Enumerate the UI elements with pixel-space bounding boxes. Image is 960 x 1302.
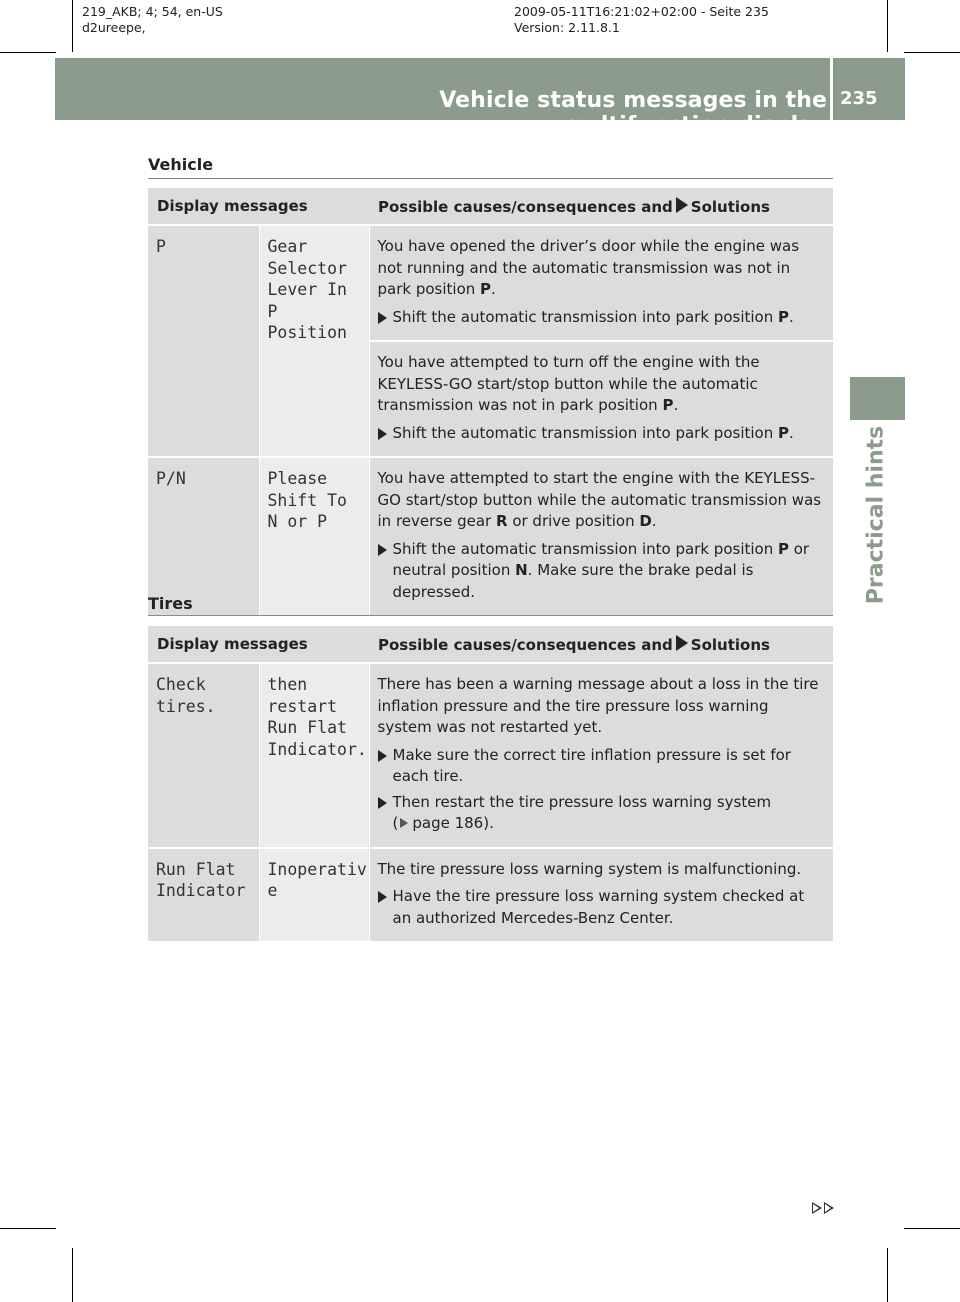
header-solutions-label: Solutions	[690, 197, 770, 216]
crop-mark	[72, 0, 73, 52]
step-text: Shift the automatic transmission into park position	[392, 307, 778, 326]
header-divider	[830, 58, 833, 120]
cause-text-bold: P	[662, 396, 674, 414]
page-number: 235	[840, 88, 878, 109]
crop-mark	[904, 1228, 960, 1229]
step-text: Shift the automatic transmission into park position	[392, 423, 778, 442]
side-tab-label: Practical hints	[863, 425, 889, 605]
arrow-right-icon	[378, 797, 387, 809]
solution-step	[378, 745, 826, 788]
step-text: .	[788, 307, 794, 326]
display-symbol: Check tires.	[148, 663, 259, 848]
header-display-messages: Display messages	[148, 626, 369, 663]
print-meta-line: 219_AKB; 4; 54, en-US	[82, 4, 223, 19]
cause-cell	[369, 341, 833, 457]
cause-cell	[369, 457, 833, 616]
table-row	[148, 457, 833, 616]
cause-text	[378, 468, 826, 533]
step-text: .	[788, 423, 794, 442]
step-text-bold: P	[777, 423, 789, 442]
print-meta-line: d2ureepe,	[82, 20, 146, 35]
display-symbol: P/N	[148, 457, 259, 616]
cause-text	[378, 352, 826, 417]
display-symbol: P	[148, 225, 259, 457]
cause-cell	[369, 848, 833, 943]
cause-text-part: You have attempted to turn off the engine with the KEYLESS-GO start/stop button while the automatic transmission was not in park position	[377, 353, 760, 414]
cause-cell	[369, 225, 833, 341]
step-text: . Make sure the brake pedal is depressed.	[392, 561, 754, 601]
arrow-right-icon	[378, 750, 387, 762]
cause-text	[378, 236, 826, 301]
section-title-tires: Tires	[148, 594, 193, 613]
page-ref-paren: (	[392, 814, 399, 832]
tires-table	[148, 626, 833, 943]
section-rule	[148, 178, 833, 179]
page-title: Vehicle status messages in the multifunction display	[439, 88, 827, 138]
triangle-right-icon	[400, 818, 408, 828]
display-message: Please Shift To N or P	[259, 457, 369, 616]
display-message: Inoperativ e	[259, 848, 369, 943]
arrow-right-icon	[676, 197, 688, 213]
crop-mark	[0, 1228, 56, 1229]
display-message: then restart Run Flat Indicator.	[259, 663, 369, 848]
table-row	[148, 848, 833, 943]
print-meta-left	[82, 4, 223, 36]
table-row	[148, 225, 833, 341]
cause-text-part: .	[491, 280, 496, 298]
cause-text-part: or drive position	[507, 512, 640, 530]
display-symbol: Run Flat Indicator	[148, 848, 259, 943]
arrow-right-icon	[378, 544, 387, 556]
step-text: Then restart the tire pressure loss warning system	[392, 792, 772, 811]
cause-cell	[369, 663, 833, 848]
print-meta-line: 2009-05-11T16:21:02+02:00 - Seite 235	[514, 4, 769, 19]
print-meta-right	[514, 4, 769, 36]
crop-mark	[887, 1248, 888, 1302]
table-header-row	[148, 188, 833, 225]
solution-step	[378, 423, 826, 445]
step-text: or neutral position	[392, 539, 810, 579]
crop-mark	[904, 52, 960, 53]
header-causes-label: Possible causes/consequences and	[378, 197, 673, 216]
header-causes	[369, 188, 833, 225]
table-row	[148, 663, 833, 848]
page-reference[interactable]: page 186).	[412, 814, 494, 832]
cause-text-part: .	[651, 512, 657, 530]
crop-mark	[0, 52, 56, 53]
display-message: Gear Selector Lever In P Position	[259, 225, 369, 457]
continue-arrow	[812, 1202, 822, 1214]
section-rule	[148, 615, 833, 616]
step-text-bold: P	[777, 307, 789, 326]
step-text: Shift the automatic transmission into park position	[392, 539, 778, 558]
cause-text: The tire pressure loss warning system is malfunctioning.	[377, 859, 802, 878]
header-causes	[369, 626, 833, 663]
header-solutions-label: Solutions	[690, 635, 770, 654]
cause-text-part: You have attempted to start the engine with the KEYLESS-GO start/stop button while the automatic transmission was in reverse gear	[377, 469, 822, 530]
header-display-messages: Display messages	[148, 188, 369, 225]
crop-mark	[72, 1248, 73, 1302]
arrow-right-icon	[378, 891, 387, 903]
solution-step	[378, 792, 826, 835]
cause-text-part: You have opened the driver’s door while the engine was not running and the automatic transmission was not in park position	[377, 237, 800, 298]
cause-text-bold: D	[639, 512, 652, 530]
print-meta-line: Version: 2.11.8.1	[514, 20, 620, 35]
crop-mark	[887, 0, 888, 52]
vehicle-table	[148, 188, 833, 617]
header-causes-label: Possible causes/consequences and	[378, 635, 673, 654]
solution-step	[378, 886, 826, 929]
arrow-right-icon	[676, 635, 688, 651]
double-arrow-continue-icon	[812, 1202, 840, 1216]
step-text-bold: N	[515, 561, 528, 579]
cause-text-bold: P	[480, 280, 492, 298]
solution-step	[378, 307, 826, 329]
solution-step	[378, 539, 826, 604]
cause-text-part: .	[673, 396, 679, 414]
side-tab-marker	[850, 377, 905, 420]
section-title-vehicle: Vehicle	[148, 155, 214, 174]
cause-text: There has been a warning message about a loss in the tire inflation pressure and the tire pressure loss warning system was not restarted yet.	[377, 675, 819, 736]
cause-text-bold: R	[495, 512, 508, 530]
arrow-right-icon	[378, 312, 387, 324]
table-header-row	[148, 626, 833, 663]
step-text: Have the tire pressure loss warning system checked at an authorized Mercedes-Benz Center.	[392, 887, 805, 927]
side-tab	[850, 420, 905, 610]
arrow-right-icon	[378, 428, 387, 440]
step-text: Make sure the correct tire inflation pressure is set for each tire.	[392, 745, 791, 785]
continue-arrow	[824, 1202, 834, 1214]
step-text-bold: P	[777, 539, 789, 558]
